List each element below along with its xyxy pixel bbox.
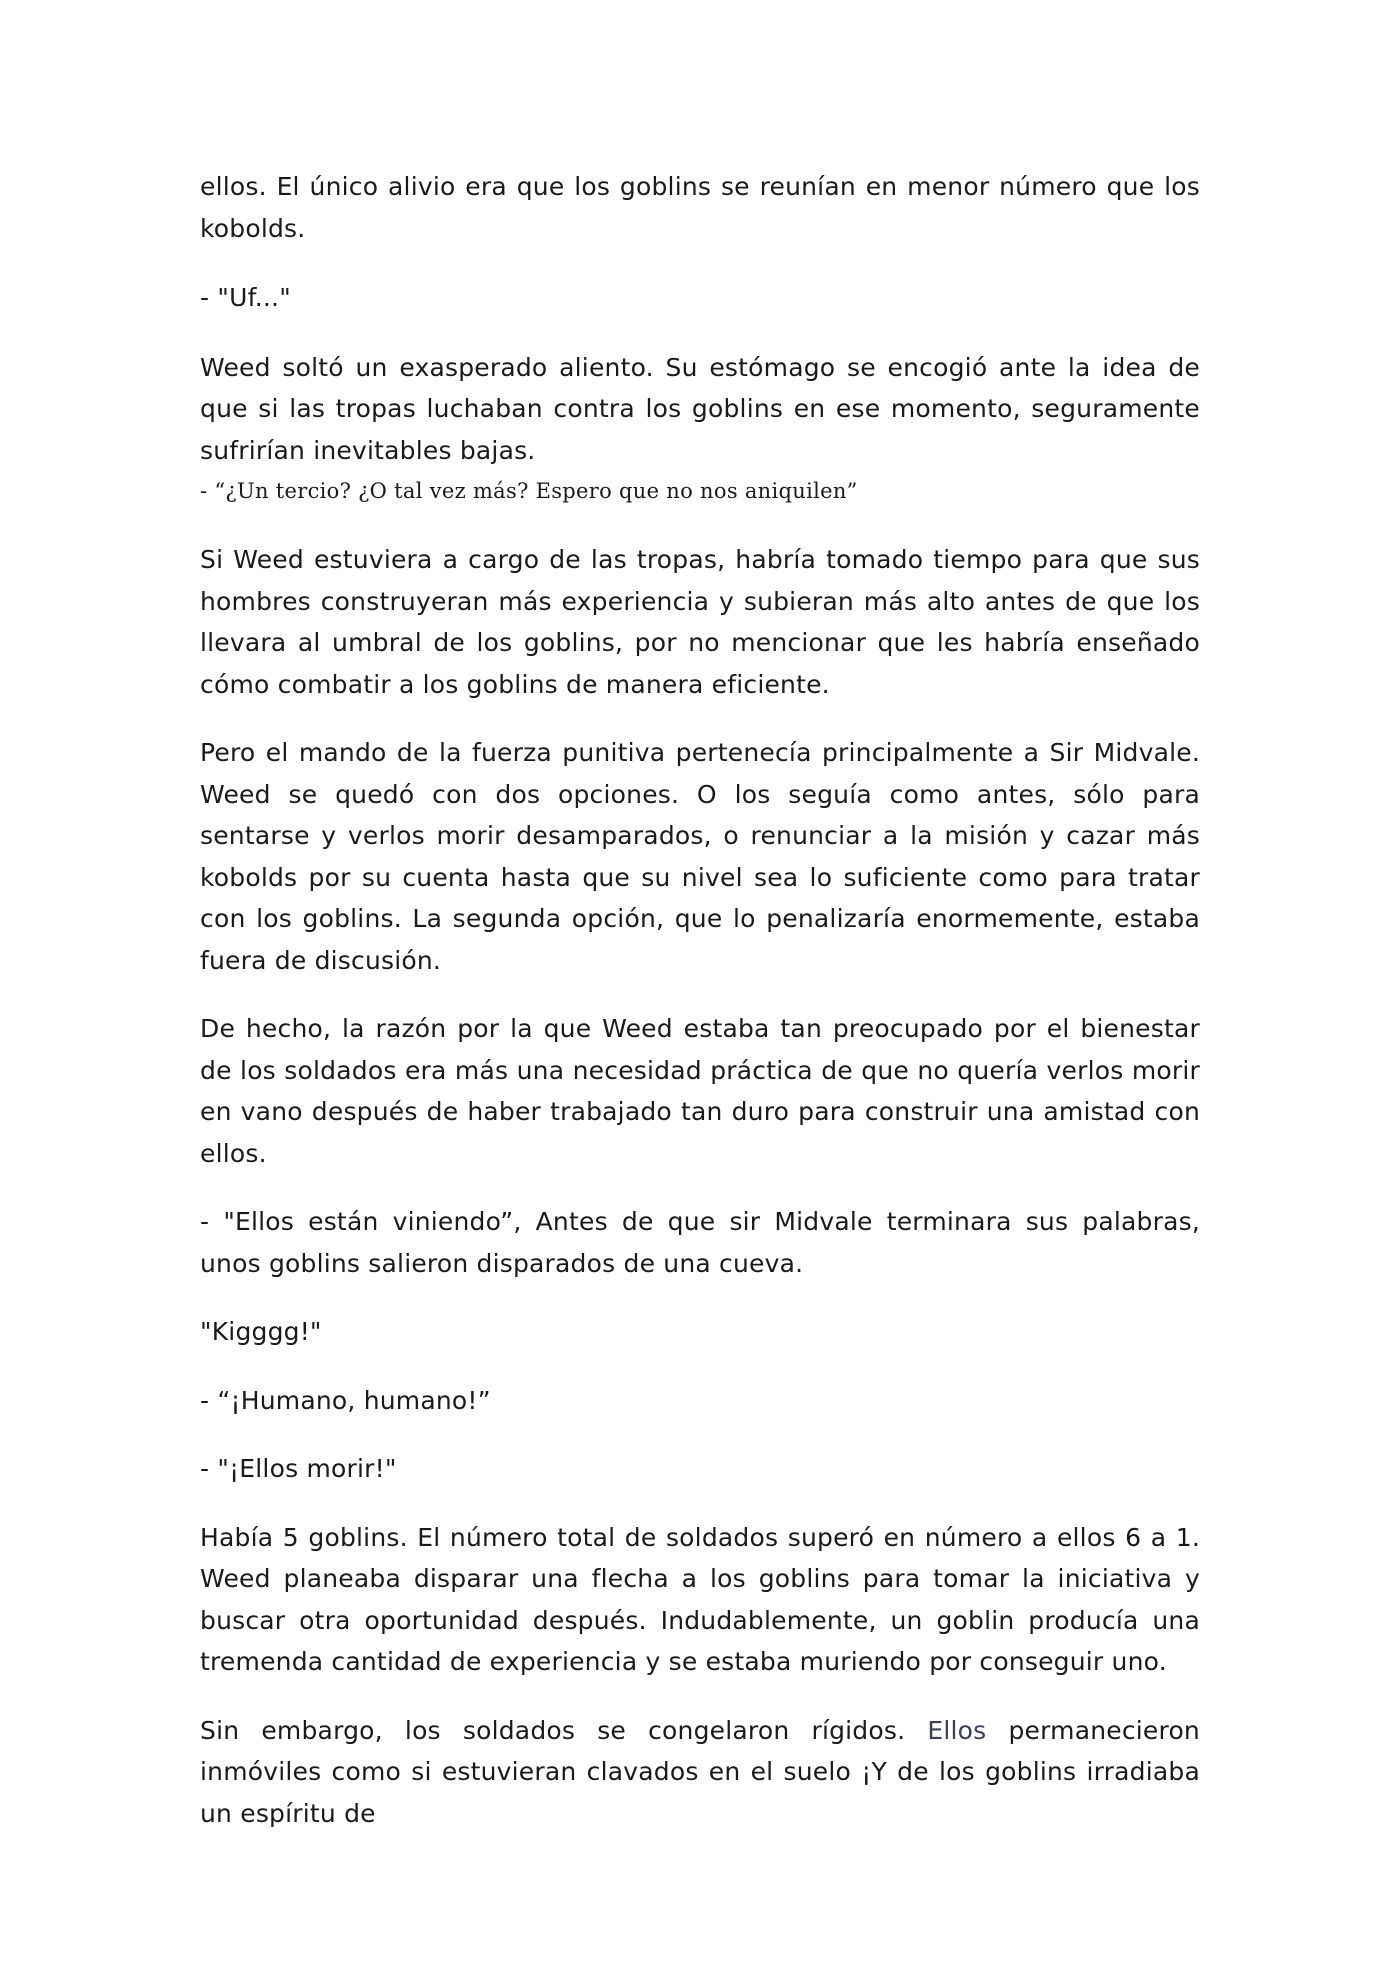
dialogue-ellos-vienen: - "Ellos están viniendo”, Antes de que sir Midvale terminara sus palabras, unos goblins salieron disparados de una cueva. (200, 1207, 1200, 1278)
paragraph-3: Si Weed estuviera a cargo de las tropas, habría tomado tiempo para que sus hombres construyeran más experiencia y subieran más alto antes de que los llevara al umbral de los goblins, por no mencionar que les habría enseñado cómo combatir a los goblins de manera eficiente. (200, 545, 1200, 699)
paragraph-7-start: Sin embargo, los soldados se congelaron rígidos. (200, 1715, 928, 1745)
paragraph-4: Pero el mando de la fuerza punitiva pertenecía principalmente a Sir Midvale. Weed se quedó con dos opciones. O los seguía como antes, sólo para sentarse y verlos morir desamparados, o renunciar a la misión y cazar más kobolds por su cuenta hasta que su nivel sea lo suficiente como para tratar con los goblins. La segunda opción, que lo penalizaría enormemente, estaba fuera de discusión. (200, 738, 1200, 975)
paragraph-7 (200, 1710, 1200, 1835)
paragraph-5: De hecho, la razón por la que Weed estaba tan preocupado por el bienestar de los soldados era más una necesidad práctica de que no quería verlos morir en vano después de haber trabajado tan duro para construir una amistad con ellos. (200, 1014, 1200, 1168)
document-page (200, 166, 1200, 1834)
paragraph-7-highlight: Ellos (927, 1715, 987, 1745)
paragraph-6: Había 5 goblins. El número total de soldados superó en número a ellos 6 a 1. Weed planeaba disparar una flecha a los goblins para tomar la iniciativa y buscar otra oportunidad después. Indudablemente, un goblin producía una tremenda cantidad de experiencia y se estaba muriendo por conseguir uno. (200, 1522, 1200, 1676)
paragraph-1: ellos. El único alivio era que los goblins se reunían en menor número que los kobolds. (200, 172, 1200, 243)
dialogue-humano: - “¡Humano, humano!” (200, 1385, 491, 1415)
paragraph-7-end: permanecieron inmóviles como si estuvieran clavados en el suelo ¡Y de los goblins irradiaba un espíritu de (200, 1715, 1200, 1828)
dialogue-ellos-morir: - "¡Ellos morir!" (200, 1454, 397, 1483)
dialogue-kigggg: "Kigggg!" (200, 1317, 322, 1346)
thought-line: - “¿Un tercio? ¿O tal vez más? Espero que no nos aniquilen” (200, 479, 858, 503)
dialogue-uf: - "Uf..." (200, 283, 291, 312)
paragraph-2: Weed soltó un exasperado aliento. Su estómago se encogió ante la idea de que si las tropas luchaban contra los goblins en ese momento, seguramente sufrirían inevitables bajas. (200, 352, 1200, 465)
